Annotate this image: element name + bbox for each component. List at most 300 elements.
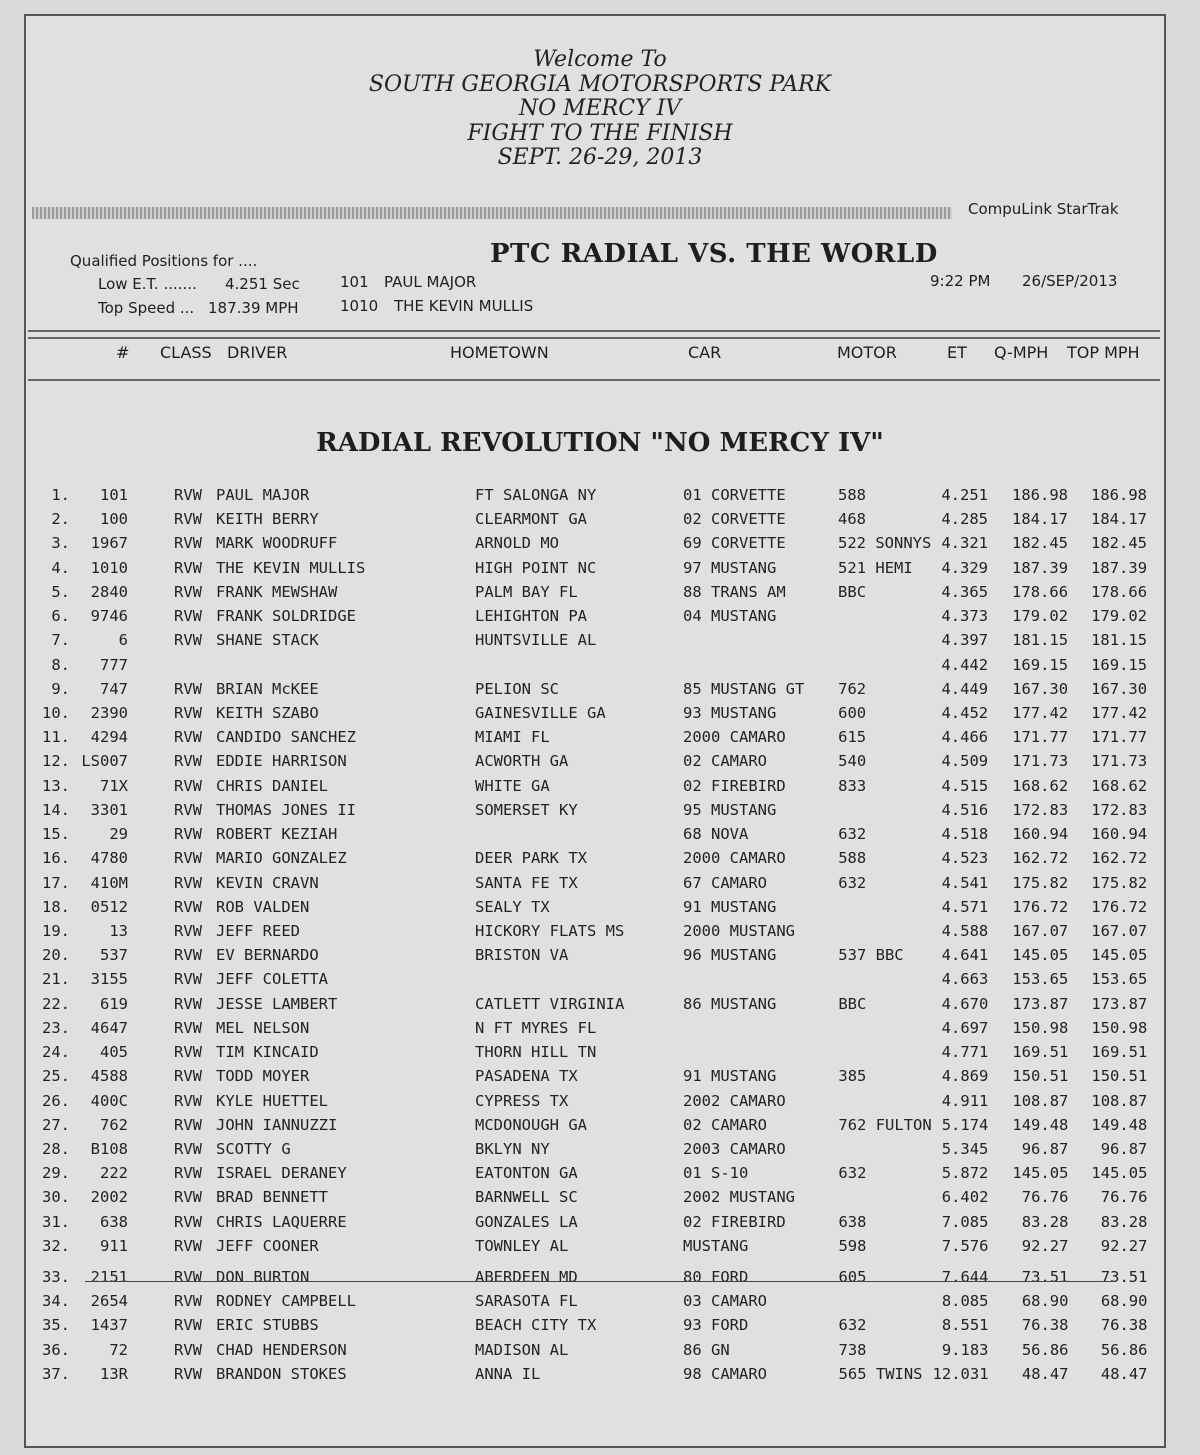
- cell-car: 86 GN: [683, 1340, 730, 1359]
- cell-et: 4.329: [941, 558, 989, 577]
- cell-pos: 1.: [51, 486, 70, 504]
- cell-class: RVW: [174, 510, 202, 529]
- cell-driver: BRANDON STOKES: [216, 1364, 347, 1383]
- cell-top-mph: 171.73: [1091, 752, 1148, 771]
- cell-pos: 16.: [42, 849, 70, 868]
- cell-car: 02 CAMARO: [683, 752, 767, 771]
- cell-car-number: 405: [100, 1043, 128, 1062]
- col-class: CLASS: [160, 343, 212, 362]
- col-driver: DRIVER: [227, 343, 288, 362]
- cell-driver: JEFF COLETTA: [216, 970, 328, 989]
- low-et-car: 101: [340, 273, 369, 291]
- cell-hometown: LEHIGHTON PA: [475, 607, 587, 626]
- cell-et: 7.576: [941, 1236, 989, 1255]
- cell-hometown: ACWORTH GA: [475, 752, 569, 771]
- cell-driver: CANDIDO SANCHEZ: [216, 728, 356, 747]
- cell-et: 5.872: [941, 1164, 989, 1183]
- cell-et: 4.697: [941, 1018, 989, 1037]
- cell-q-mph: 76.38: [1021, 1316, 1069, 1335]
- cell-driver: THOMAS JONES II: [216, 800, 356, 819]
- cell-top-mph: 160.94: [1091, 825, 1148, 844]
- cell-driver: EDDIE HARRISON: [216, 752, 347, 771]
- cell-driver: THE KEVIN MULLIS: [216, 558, 366, 577]
- cell-q-mph: 150.51: [1012, 1067, 1069, 1086]
- cell-car-number: 100: [100, 510, 128, 529]
- cell-car: 68 NOVA: [683, 825, 749, 844]
- cell-hometown: ARNOLD MO: [475, 534, 559, 553]
- cell-hometown: HUNTSVILLE AL: [475, 631, 597, 650]
- cell-top-mph: 145.05: [1091, 1164, 1148, 1183]
- cell-top-mph: 56.86: [1100, 1340, 1148, 1359]
- cell-top-mph: 108.87: [1091, 1091, 1148, 1110]
- cell-driver: TODD MOYER: [216, 1067, 310, 1086]
- cell-car-number: 1010: [90, 558, 128, 577]
- cell-driver: CHRIS DANIEL: [216, 776, 328, 795]
- cell-q-mph: 169.15: [1012, 655, 1069, 674]
- cell-et: 4.466: [941, 728, 989, 747]
- cell-et: 4.452: [941, 703, 989, 722]
- cell-et: 4.251: [941, 486, 988, 504]
- cell-car-number: 13: [109, 921, 128, 940]
- qualified-label: Qualified Positions for ....: [70, 252, 258, 270]
- cell-top-mph: 150.51: [1091, 1067, 1148, 1086]
- cell-pos: 26.: [42, 1091, 70, 1110]
- cell-pos: 21.: [42, 970, 70, 989]
- cell-car: 01 S-10: [683, 1164, 749, 1183]
- cell-pos: 17.: [42, 873, 70, 892]
- cell-top-mph: 68.90: [1100, 1292, 1148, 1311]
- cell-motor: 468: [838, 510, 866, 529]
- cell-class: RVW: [174, 946, 202, 965]
- cell-car-number: 2654: [90, 1292, 128, 1311]
- cell-car-number: 13R: [100, 1364, 128, 1383]
- cell-top-mph: 167.07: [1091, 921, 1148, 940]
- cell-hometown: SEALY TX: [475, 897, 550, 916]
- cell-driver: JOHN IANNUZZI: [216, 1115, 338, 1134]
- cell-top-mph: 76.76: [1100, 1188, 1148, 1207]
- cell-car: 2003 CAMARO: [683, 1139, 786, 1158]
- cell-hometown: GAINESVILLE GA: [475, 703, 606, 722]
- cell-class: RVW: [174, 994, 202, 1013]
- cell-car: 69 CORVETTE: [683, 534, 786, 553]
- cell-driver: CHRIS LAQUERRE: [216, 1212, 347, 1231]
- cell-q-mph: 83.28: [1021, 1212, 1069, 1231]
- cell-top-mph: 169.15: [1091, 655, 1148, 674]
- cell-et: 4.518: [941, 825, 989, 844]
- cell-car: 2000 CAMARO: [683, 728, 786, 747]
- cell-et: 4.869: [941, 1067, 989, 1086]
- cell-hometown: WHITE GA: [475, 776, 550, 795]
- cell-class: RVW: [174, 631, 202, 650]
- cell-car-number: 400C: [90, 1091, 128, 1110]
- ptc-title: PTC RADIAL VS. THE WORLD: [490, 239, 938, 269]
- cell-et: 4.285: [941, 510, 988, 529]
- cell-motor: 598: [838, 1236, 867, 1255]
- cell-pos: 14.: [42, 800, 70, 819]
- cell-pos: 19.: [42, 921, 70, 940]
- cell-class: RVW: [174, 1364, 202, 1383]
- cell-car: 96 MUSTANG: [683, 946, 777, 965]
- cell-motor: 632: [838, 1316, 867, 1335]
- cell-class: RVW: [174, 1115, 202, 1134]
- cell-motor: 522 SONNYS: [838, 534, 932, 553]
- cell-et: 4.670: [941, 994, 989, 1013]
- cell-top-mph: 172.83: [1091, 800, 1148, 819]
- cell-q-mph: 177.42: [1012, 703, 1069, 722]
- cell-q-mph: 108.87: [1012, 1091, 1069, 1110]
- cell-class: RVW: [174, 1043, 202, 1062]
- cell-car-number: 1437: [90, 1316, 128, 1335]
- cell-q-mph: 179.02: [1012, 607, 1069, 626]
- cell-q-mph: 48.47: [1021, 1364, 1069, 1383]
- cell-top-mph: 150.98: [1091, 1018, 1148, 1037]
- cell-motor: 833: [838, 776, 867, 795]
- cell-class: RVW: [174, 1316, 202, 1335]
- cell-top-mph: 145.05: [1091, 946, 1148, 965]
- cell-driver: ISRAEL DERANEY: [216, 1164, 347, 1183]
- cell-q-mph: 167.30: [1012, 679, 1069, 698]
- cell-car: 80 FORD: [683, 1268, 749, 1287]
- cell-car: 91 MUSTANG: [683, 1067, 777, 1086]
- cell-car: 03 CAMARO: [683, 1292, 767, 1311]
- cell-car: 86 MUSTANG: [683, 994, 777, 1013]
- cell-car: 02 CAMARO: [683, 1115, 767, 1134]
- cell-motor: 537 BBC: [838, 946, 904, 965]
- cell-et: 8.085: [941, 1292, 989, 1311]
- cell-et: 4.771: [941, 1043, 989, 1062]
- cell-et: 4.365: [941, 582, 989, 601]
- cell-top-mph: 153.65: [1091, 970, 1148, 989]
- cell-top-mph: 187.39: [1091, 558, 1148, 577]
- col-num: #: [116, 343, 130, 362]
- cell-car: 67 CAMARO: [683, 873, 767, 892]
- cell-motor: BBC: [838, 582, 867, 601]
- cell-driver: ROB VALDEN: [216, 897, 310, 916]
- welcome-line: Welcome To: [533, 47, 667, 72]
- cell-q-mph: 96.87: [1021, 1139, 1069, 1158]
- cell-car-number: 911: [100, 1236, 128, 1255]
- cell-pos: 9.: [51, 679, 70, 698]
- cell-top-mph: 83.28: [1100, 1212, 1148, 1231]
- cell-pos: 27.: [42, 1115, 70, 1134]
- cell-pos: 12.: [42, 752, 70, 771]
- cell-car: 02 FIREBIRD: [683, 776, 786, 795]
- cell-et: 4.541: [941, 873, 989, 892]
- cell-pos: 5.: [51, 582, 70, 601]
- cell-et: 4.911: [941, 1091, 989, 1110]
- cell-hometown: BRISTON VA: [475, 946, 569, 965]
- cell-q-mph: 68.90: [1021, 1292, 1069, 1311]
- cell-class: RVW: [174, 1139, 202, 1158]
- cell-motor: 600: [838, 703, 867, 722]
- cell-pos: 13.: [42, 776, 70, 795]
- cell-car: 02 CORVETTE: [683, 510, 786, 529]
- cell-et: 6.402: [941, 1188, 989, 1207]
- cell-q-mph: 181.15: [1012, 631, 1069, 650]
- cell-hometown: ANNA IL: [475, 1364, 541, 1383]
- cell-car: 02 FIREBIRD: [683, 1212, 786, 1231]
- low-et-value: 4.251 Sec: [225, 275, 300, 293]
- cell-car-number: 2151: [90, 1268, 128, 1287]
- col-et: ET: [947, 343, 967, 362]
- cell-pos: 23.: [42, 1018, 70, 1037]
- cell-et: 4.523: [941, 849, 989, 868]
- qualifier-divider: [85, 1281, 1115, 1282]
- cell-hometown: HIGH POINT NC: [475, 558, 597, 577]
- cell-car-number: 2840: [90, 582, 128, 601]
- cell-hometown: MADISON AL: [475, 1340, 569, 1359]
- cell-motor: 385: [838, 1067, 867, 1086]
- low-et-label: Low E.T. .......: [98, 275, 197, 293]
- cell-driver: FRANK MEWSHAW: [216, 582, 338, 601]
- cell-pos: 22.: [42, 994, 70, 1013]
- cell-class: RVW: [174, 679, 202, 698]
- cell-pos: 31.: [42, 1212, 70, 1231]
- cell-driver: KEVIN CRAVN: [216, 873, 319, 892]
- cell-top-mph: 76.38: [1100, 1316, 1148, 1335]
- cell-hometown: CATLETT VIRGINIA: [475, 994, 625, 1013]
- cell-et: 4.449: [941, 679, 989, 698]
- cell-hometown: TOWNLEY AL: [475, 1236, 569, 1255]
- top-speed-value: 187.39 MPH: [208, 299, 299, 317]
- cell-driver: PAUL MAJOR: [216, 486, 310, 504]
- cell-driver: DON BURTON: [216, 1268, 310, 1287]
- cell-car: 95 MUSTANG: [683, 800, 777, 819]
- cell-car-number: B108: [90, 1139, 128, 1158]
- cell-q-mph: 187.39: [1012, 558, 1069, 577]
- cell-car: 97 MUSTANG: [683, 558, 777, 577]
- cell-car: 2000 MUSTANG: [683, 921, 795, 940]
- cell-et: 12.031: [932, 1364, 989, 1383]
- cell-driver: KEITH BERRY: [216, 510, 319, 529]
- event-tagline: FIGHT TO THE FINISH: [467, 120, 733, 146]
- cell-driver: MARIO GONZALEZ: [216, 849, 347, 868]
- cell-q-mph: 176.72: [1012, 897, 1069, 916]
- cell-pos: 8.: [51, 655, 70, 674]
- cell-driver: JEFF REED: [216, 921, 300, 940]
- cell-car-number: 4647: [90, 1018, 128, 1037]
- cell-class: RVW: [174, 1292, 202, 1311]
- cell-hometown: MCDONOUGH GA: [475, 1115, 587, 1134]
- cell-pos: 6.: [51, 607, 70, 626]
- cell-motor: 738: [838, 1340, 867, 1359]
- cell-car-number: 101: [100, 486, 128, 504]
- cell-car-number: 619: [100, 994, 128, 1013]
- cell-driver: KEITH SZABO: [216, 703, 319, 722]
- cell-top-mph: 171.77: [1091, 728, 1148, 747]
- cell-top-mph: 173.87: [1091, 994, 1148, 1013]
- header-rule-top: [28, 330, 1160, 332]
- header-rule-bottom: [28, 379, 1160, 381]
- cell-q-mph: 173.87: [1012, 994, 1069, 1013]
- cell-car-number: 2002: [90, 1188, 128, 1207]
- cell-q-mph: 168.62: [1012, 776, 1069, 795]
- cell-driver: MARK WOODRUFF: [216, 534, 338, 553]
- cell-motor: 632: [838, 873, 867, 892]
- cell-top-mph: 167.30: [1091, 679, 1148, 698]
- cell-q-mph: 171.77: [1012, 728, 1069, 747]
- cell-q-mph: 162.72: [1012, 849, 1069, 868]
- cell-car: 85 MUSTANG GT: [683, 679, 805, 698]
- cell-driver: SHANE STACK: [216, 631, 319, 650]
- cell-q-mph: 182.45: [1012, 534, 1069, 553]
- cell-hometown: FT SALONGA NY: [475, 486, 597, 504]
- cell-q-mph: 145.05: [1012, 946, 1069, 965]
- cell-top-mph: 176.72: [1091, 897, 1148, 916]
- cell-car: 91 MUSTANG: [683, 897, 777, 916]
- cell-class: RVW: [174, 1268, 202, 1287]
- cell-driver: BRAD BENNETT: [216, 1188, 328, 1207]
- top-speed-label: Top Speed ...: [98, 299, 195, 317]
- cell-class: RVW: [174, 825, 202, 844]
- cell-car: MUSTANG: [683, 1236, 749, 1255]
- cell-car-number: 6: [118, 631, 128, 650]
- cell-motor: 638: [838, 1212, 867, 1231]
- cell-top-mph: 181.15: [1091, 631, 1148, 650]
- cell-pos: 37.: [42, 1364, 70, 1383]
- cell-top-mph: 179.02: [1091, 607, 1148, 626]
- cell-et: 5.345: [941, 1139, 989, 1158]
- cell-car-number: 222: [100, 1164, 128, 1183]
- cell-driver: ROBERT KEZIAH: [216, 825, 338, 844]
- cell-q-mph: 186.98: [1012, 486, 1068, 504]
- cell-car-number: 1967: [90, 534, 128, 553]
- cell-top-mph: 184.17: [1091, 510, 1147, 529]
- cell-class: RVW: [174, 921, 202, 940]
- cell-q-mph: 145.05: [1012, 1164, 1069, 1183]
- cell-driver: TIM KINCAID: [216, 1043, 319, 1062]
- cell-q-mph: 160.94: [1012, 825, 1069, 844]
- col-top-mph: TOP MPH: [1067, 343, 1140, 362]
- cell-motor: 521 HEMI: [838, 558, 913, 577]
- brand-label: CompuLink StarTrak: [968, 200, 1119, 218]
- cell-et: 4.515: [941, 776, 989, 795]
- cell-car-number: 71X: [100, 776, 128, 795]
- cell-hometown: BEACH CITY TX: [475, 1316, 597, 1335]
- cell-class: RVW: [174, 849, 202, 868]
- cell-motor: 762: [838, 679, 867, 698]
- event-welcome: [0, 48, 1200, 171]
- cell-et: 4.442: [941, 655, 989, 674]
- cell-pos: 35.: [42, 1316, 70, 1335]
- cell-class: RVW: [174, 752, 202, 771]
- cell-car-number: 3301: [90, 800, 128, 819]
- cell-hometown: CYPRESS TX: [475, 1091, 569, 1110]
- hatch-rule: [32, 207, 952, 219]
- cell-car: 2002 MUSTANG: [683, 1188, 795, 1207]
- cell-hometown: BARNWELL SC: [475, 1188, 578, 1207]
- cell-motor: 615: [838, 728, 867, 747]
- cell-car-number: 9746: [90, 607, 128, 626]
- cell-q-mph: 76.76: [1021, 1188, 1069, 1207]
- header-rule-double: [28, 337, 1160, 339]
- cell-pos: 36.: [42, 1340, 70, 1359]
- cell-car-number: 410M: [90, 873, 128, 892]
- cell-car-number: 2390: [90, 703, 128, 722]
- cell-hometown: PELION SC: [475, 679, 559, 698]
- cell-pos: 25.: [42, 1067, 70, 1086]
- cell-class: RVW: [174, 486, 202, 504]
- cell-car: 93 MUSTANG: [683, 703, 777, 722]
- top-speed-driver: THE KEVIN MULLIS: [394, 297, 534, 315]
- cell-q-mph: 56.86: [1021, 1340, 1069, 1359]
- cell-car-number: 72: [109, 1340, 128, 1359]
- cell-class: RVW: [174, 1091, 202, 1110]
- cell-et: 4.641: [941, 946, 989, 965]
- cell-motor: 565 TWINS: [838, 1364, 923, 1383]
- col-qmph: Q-MPH: [994, 343, 1049, 362]
- cell-pos: 24.: [42, 1043, 70, 1062]
- cell-top-mph: 175.82: [1091, 873, 1148, 892]
- cell-car-number: 4780: [90, 849, 128, 868]
- cell-pos: 2.: [51, 510, 70, 529]
- cell-pos: 4.: [51, 558, 70, 577]
- cell-hometown: GONZALES LA: [475, 1212, 578, 1231]
- cell-car-number: 29: [109, 825, 128, 844]
- cell-q-mph: 169.51: [1012, 1043, 1069, 1062]
- cell-driver: JEFF COONER: [216, 1236, 319, 1255]
- cell-driver: EV BERNARDO: [216, 946, 319, 965]
- cell-et: 4.571: [941, 897, 989, 916]
- cell-pos: 20.: [42, 946, 70, 965]
- cell-driver: RODNEY CAMPBELL: [216, 1292, 356, 1311]
- cell-pos: 15.: [42, 825, 70, 844]
- cell-top-mph: 162.72: [1091, 849, 1148, 868]
- cell-q-mph: 178.66: [1012, 582, 1069, 601]
- cell-car-number: 0512: [90, 897, 128, 916]
- cell-car-number: 747: [100, 679, 128, 698]
- cell-q-mph: 73.51: [1021, 1268, 1069, 1287]
- cell-pos: 11.: [42, 728, 70, 747]
- cell-class: RVW: [174, 776, 202, 795]
- cell-et: 4.516: [941, 800, 989, 819]
- cell-class: RVW: [174, 1018, 202, 1037]
- cell-class: RVW: [174, 1340, 202, 1359]
- cell-hometown: DEER PARK TX: [475, 849, 587, 868]
- cell-top-mph: 149.48: [1091, 1115, 1148, 1134]
- cell-motor: BBC: [838, 994, 867, 1013]
- col-motor: MOTOR: [837, 343, 897, 362]
- cell-class: RVW: [174, 1212, 202, 1231]
- cell-pos: 7.: [51, 631, 70, 650]
- cell-car-number: 762: [100, 1115, 128, 1134]
- cell-class: RVW: [174, 1164, 202, 1183]
- cell-pos: 18.: [42, 897, 70, 916]
- cell-car: 93 FORD: [683, 1316, 749, 1335]
- cell-top-mph: 48.47: [1100, 1364, 1148, 1383]
- report-time: 9:22 PM: [930, 272, 991, 290]
- cell-car-number: 3155: [90, 970, 128, 989]
- cell-class: RVW: [174, 607, 202, 626]
- cell-et: 4.321: [941, 534, 989, 553]
- event-name: NO MERCY IV: [518, 96, 682, 121]
- cell-top-mph: 178.66: [1091, 582, 1148, 601]
- cell-class: RVW: [174, 873, 202, 892]
- cell-q-mph: 150.98: [1012, 1018, 1069, 1037]
- cell-driver: ERIC STUBBS: [216, 1316, 319, 1335]
- cell-car-number: 4294: [90, 728, 128, 747]
- track-name: SOUTH GEORGIA MOTORSPORTS PARK: [368, 71, 832, 97]
- cell-pos: 34.: [42, 1292, 70, 1311]
- cell-pos: 33.: [42, 1268, 70, 1287]
- cell-pos: 30.: [42, 1188, 70, 1207]
- cell-driver: KYLE HUETTEL: [216, 1091, 328, 1110]
- cell-hometown: THORN HILL TN: [475, 1043, 597, 1062]
- cell-et: 4.588: [941, 921, 989, 940]
- cell-top-mph: 168.62: [1091, 776, 1148, 795]
- cell-et: 7.644: [941, 1268, 989, 1287]
- cell-car: 2002 CAMARO: [683, 1091, 786, 1110]
